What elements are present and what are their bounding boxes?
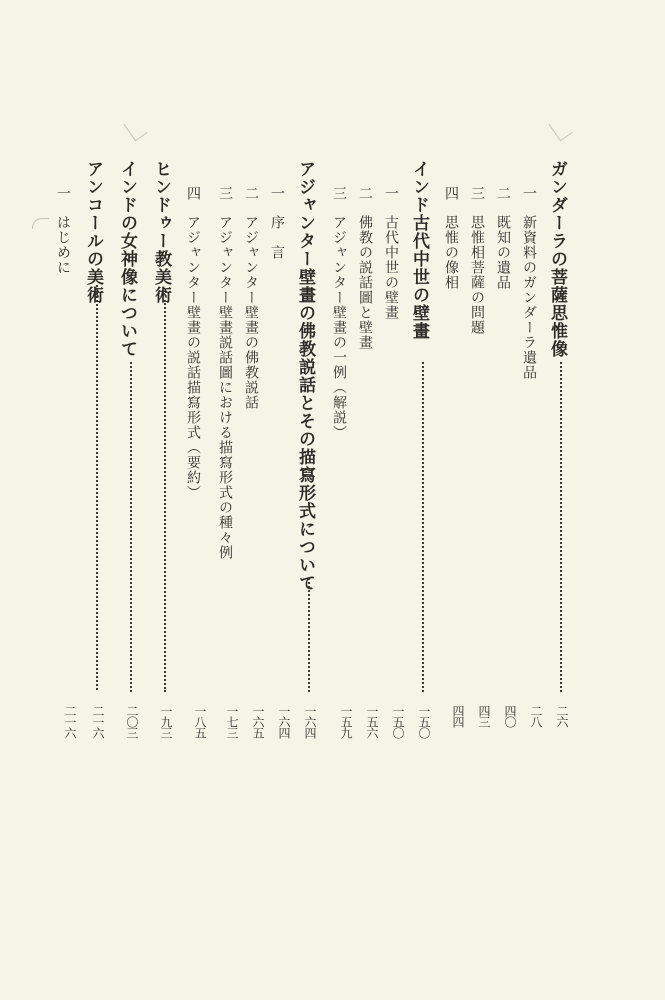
- toc-entry[interactable]: [358, 0, 384, 1000]
- toc-entry[interactable]: [548, 0, 574, 1000]
- page-number: 二一六: [91, 705, 105, 738]
- page-number: 一五九: [339, 705, 353, 738]
- toc-entry[interactable]: [332, 0, 358, 1000]
- toc-entry[interactable]: [218, 0, 244, 1000]
- page-number: 四三: [477, 705, 491, 727]
- entry-number: 三: [217, 186, 233, 201]
- pencil-mark: [32, 218, 49, 229]
- entry-number: 一: [55, 186, 71, 201]
- entry-line: [496, 186, 510, 290]
- page-number: 一五〇: [391, 705, 405, 738]
- page-number: 一五〇: [417, 705, 431, 738]
- page-number: 一七三: [225, 705, 239, 738]
- dotted-leader: [560, 362, 562, 692]
- toc-entry[interactable]: [496, 0, 522, 1000]
- entry-number: 一: [269, 186, 285, 201]
- dotted-leader: [308, 578, 310, 692]
- entry-title: 思惟相菩薩の問題: [469, 215, 485, 335]
- page-number: 四〇: [503, 705, 517, 727]
- page-number: 二八: [529, 705, 543, 727]
- entry-line: [332, 186, 346, 440]
- toc-entry[interactable]: [444, 0, 470, 1000]
- page-number: 二〇三: [125, 705, 139, 738]
- page-number: 一六五: [251, 705, 265, 738]
- entry-line: [444, 186, 458, 290]
- toc-entry[interactable]: [410, 0, 436, 1000]
- entry-title: アジャンター壁畫の説話描寫形式（要約）: [185, 215, 201, 500]
- toc-entry[interactable]: [186, 0, 212, 1000]
- dotted-leader: [130, 362, 132, 692]
- dotted-leader: [422, 362, 424, 692]
- toc-entry[interactable]: [384, 0, 410, 1000]
- entry-title: アンコールの美術: [83, 160, 103, 304]
- page-number: 一九三: [159, 705, 173, 738]
- entry-title: インド古代中世の壁畫: [409, 160, 429, 340]
- entry-title: アジャンター壁畫の一例（解説）: [331, 215, 347, 440]
- toc-entry[interactable]: [244, 0, 270, 1000]
- dotted-leader: [164, 300, 166, 692]
- entry-title: インドの女神像について: [117, 160, 137, 358]
- toc-entry[interactable]: [152, 0, 178, 1000]
- entry-number: 四: [443, 186, 459, 201]
- entry-line: [522, 186, 536, 380]
- entry-number: 二: [495, 186, 511, 201]
- entry-line: [470, 186, 484, 335]
- entry-line: [244, 186, 258, 410]
- page-number: 一六四: [303, 705, 317, 738]
- entry-title: アジャンター壁畫説話圖における描寫形式の種々例: [217, 215, 233, 560]
- entry-number: 一: [383, 186, 399, 201]
- toc-entry[interactable]: [84, 0, 110, 1000]
- toc-entry[interactable]: [270, 0, 296, 1000]
- toc-entry[interactable]: [470, 0, 496, 1000]
- page-number: 二六: [555, 705, 569, 727]
- entry-line: [56, 186, 70, 275]
- entry-title: アジャンター壁畫の佛教説話とその描寫形式について: [295, 160, 315, 592]
- entry-title: 新資料のガンダーラ遺品: [521, 215, 537, 380]
- toc-entry[interactable]: [56, 0, 82, 1000]
- entry-line: [384, 186, 398, 320]
- entry-title: 思惟の像相: [443, 215, 459, 290]
- dotted-leader: [96, 285, 98, 690]
- entry-title: 既知の遺品: [495, 215, 511, 290]
- entry-line: [270, 186, 284, 260]
- entry-title: 序 言: [269, 215, 285, 260]
- entry-line: [186, 186, 200, 500]
- entry-line: [358, 186, 372, 350]
- entry-title: 佛教の説話圖と壁畫: [357, 215, 373, 350]
- toc-entry[interactable]: [522, 0, 548, 1000]
- page-number: 四四: [451, 705, 465, 727]
- entry-number: 二: [243, 186, 259, 201]
- page-number: 一六四: [277, 705, 291, 738]
- toc-entry[interactable]: [296, 0, 322, 1000]
- entry-number: 三: [469, 186, 485, 201]
- entry-number: 四: [185, 186, 201, 201]
- entry-number: 一: [521, 186, 537, 201]
- entry-title: 古代中世の壁畫: [383, 215, 399, 320]
- entry-number: 二: [357, 186, 373, 201]
- entry-title: はじめに: [55, 215, 71, 275]
- toc-entry[interactable]: [118, 0, 144, 1000]
- page-number: 一五六: [365, 705, 379, 738]
- entry-line: [218, 186, 232, 560]
- entry-number: 三: [331, 186, 347, 201]
- entry-title: ガンダーラの菩薩思惟像: [547, 160, 567, 358]
- page-number: 一八五: [193, 705, 207, 738]
- entry-title: ヒンドゥー教美術: [151, 160, 171, 304]
- page-number: 二一六: [63, 705, 77, 738]
- entry-title: アジャンター壁畫の佛教説話: [243, 215, 259, 410]
